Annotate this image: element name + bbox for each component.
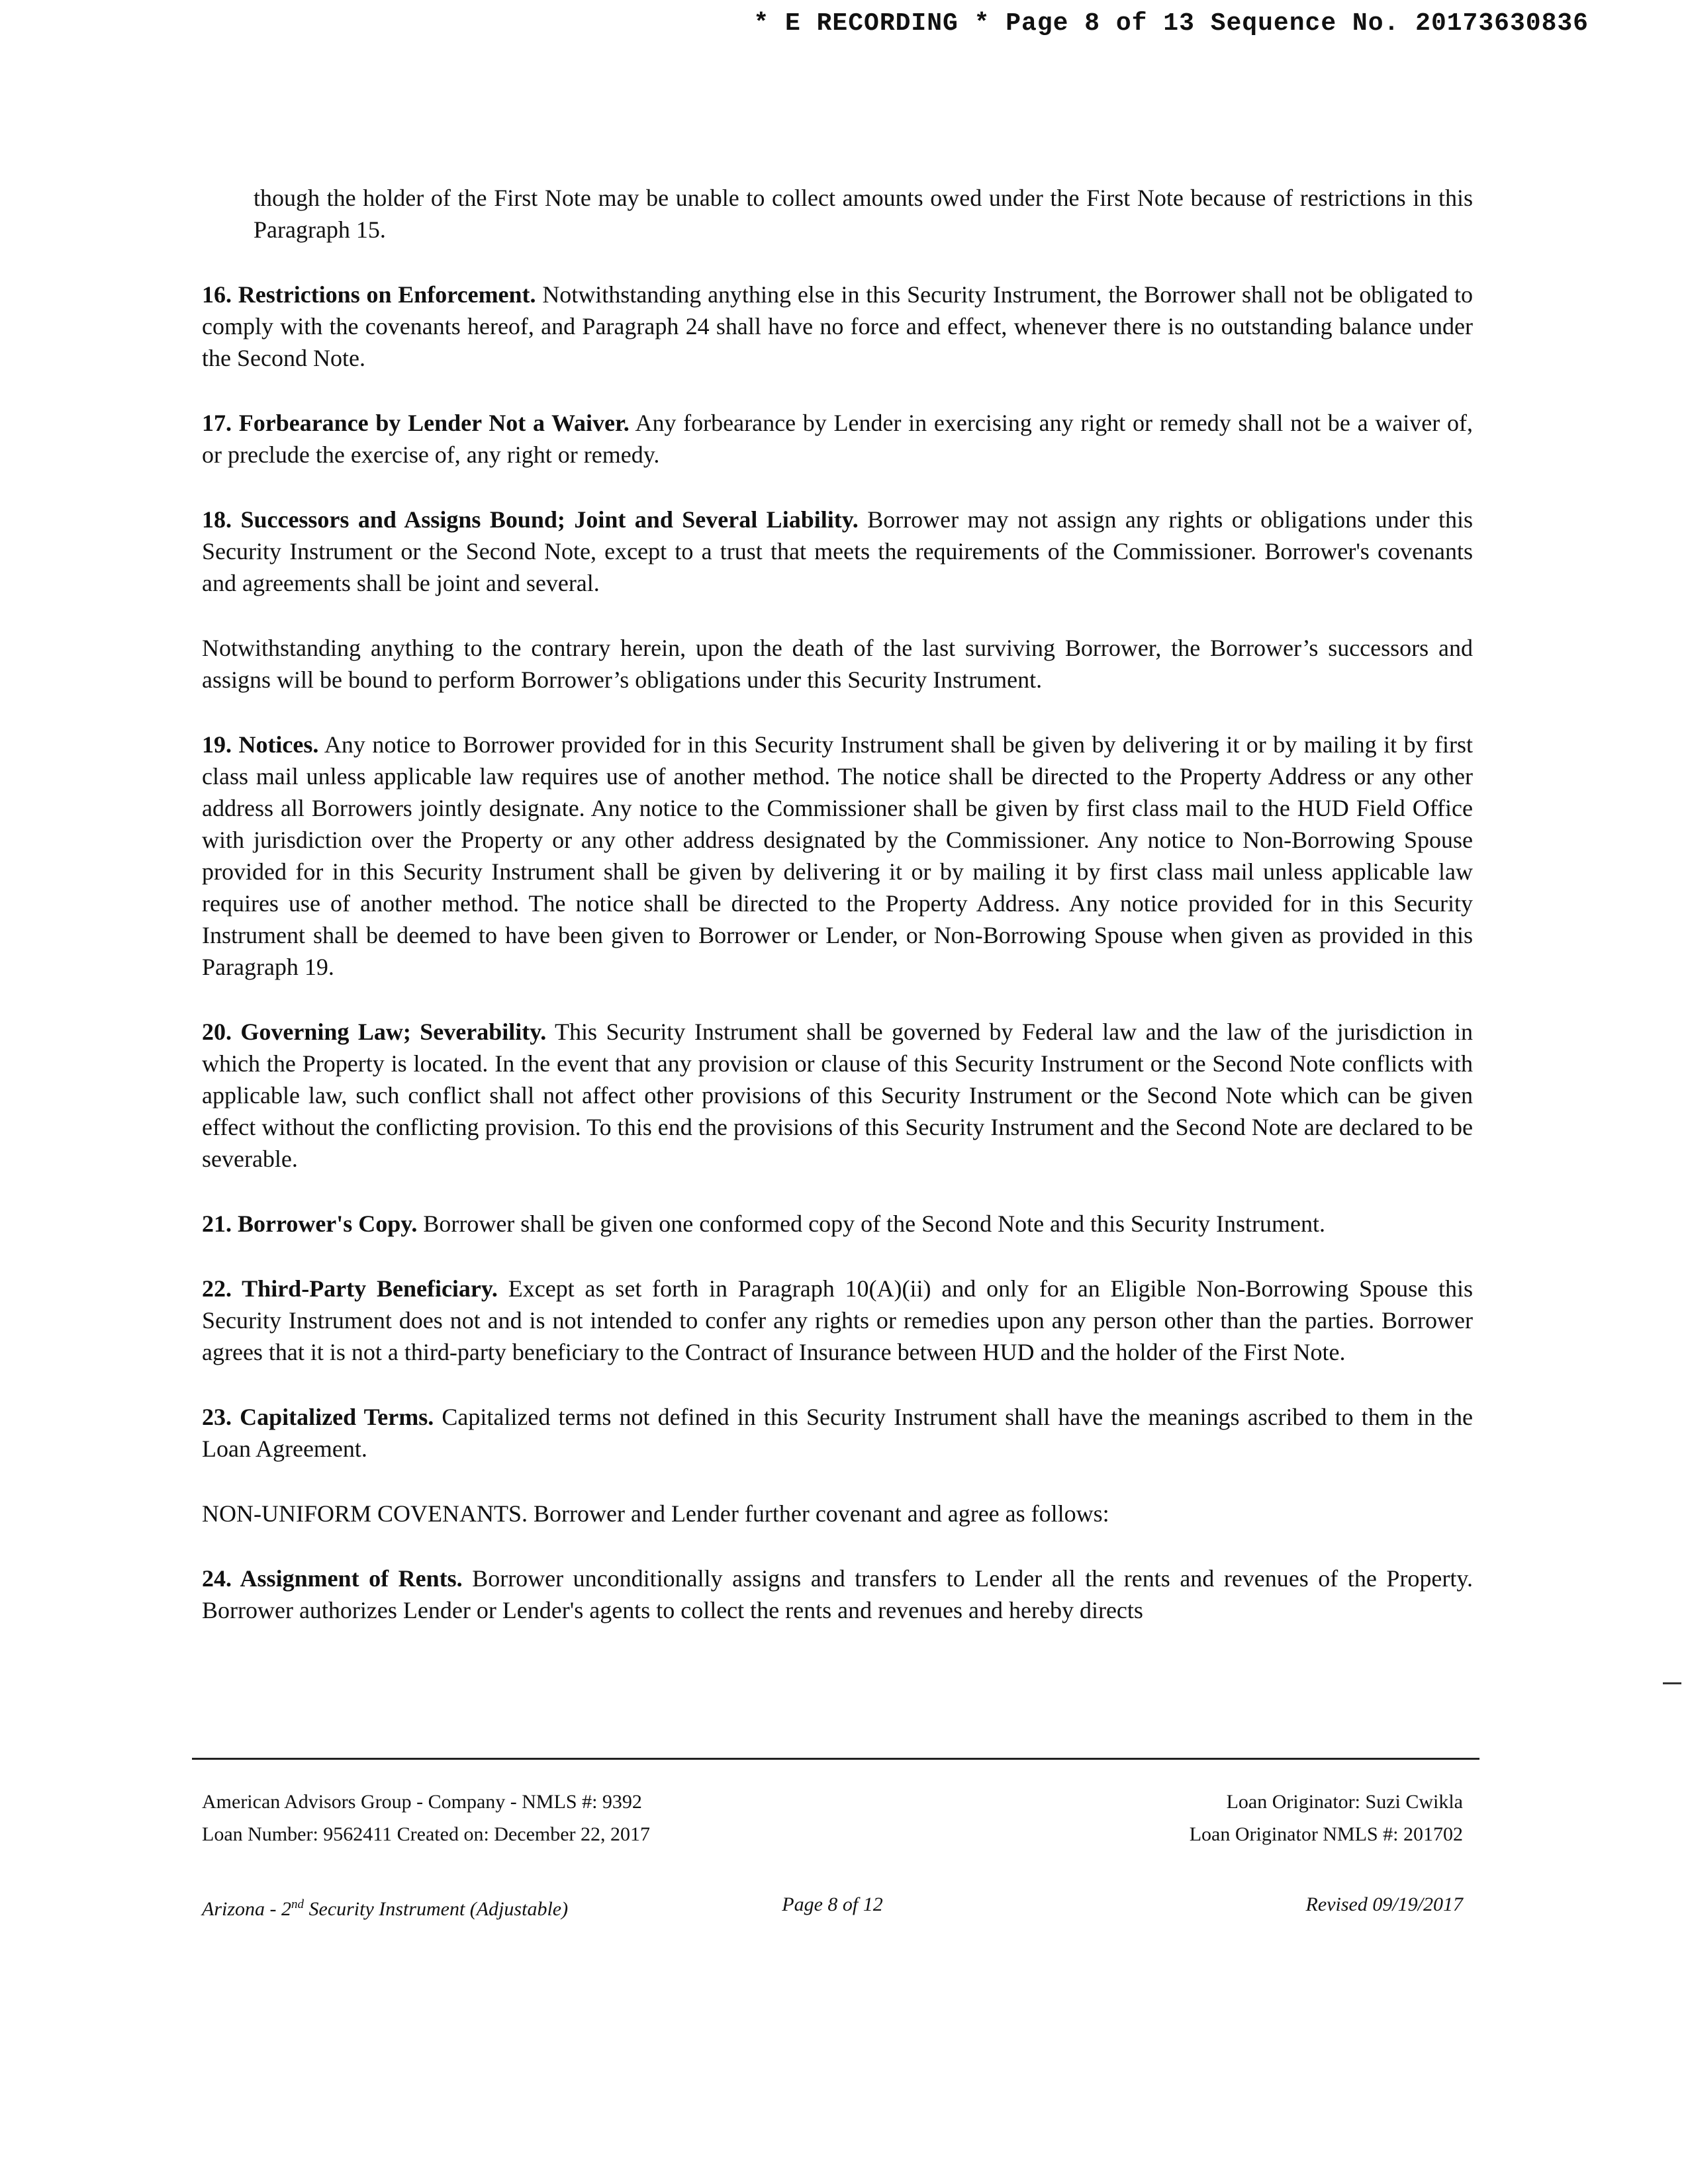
section-16-paragraph (202, 279, 1473, 374)
section-24-paragraph (202, 1563, 1473, 1626)
margin-mark (1663, 1682, 1681, 1684)
section-20-heading: 20. Governing Law; Severability. (202, 1019, 547, 1045)
section-23-heading: 23. Capitalized Terms. (202, 1404, 434, 1430)
footer-originator-nmls: Loan Originator NMLS #: 201702 (1189, 1823, 1463, 1845)
section-22-body: Except as set forth in Paragraph 10(A)(ii) and only for an Eligible Non-Borrowing Spouse this Security Instrument does not and is not intended to confer any rights or remedies upon any person other than the parties. Borrower agrees that it is not a third-party beneficiary to the Contract of Insurance between HUD and the holder of the First Note. (202, 1275, 1473, 1365)
footer-revised: Revised 09/19/2017 (1305, 1893, 1463, 1915)
non-uniform-covenants-paragraph (202, 1498, 1473, 1529)
section-20-paragraph (202, 1016, 1473, 1175)
section-22-heading: 22. Third-Party Beneficiary. (202, 1275, 498, 1302)
section-17-body: Any forbearance by Lender in exercising any right or remedy shall not be a waiver of, or preclude the exercise of, any right or remedy. (202, 410, 1473, 468)
section-21-paragraph (202, 1208, 1473, 1240)
section-19-heading: 19. Notices. (202, 731, 319, 758)
continuation-paragraph: though the holder of the First Note may be unable to collect amounts owed under the First Note because of restrictions in this Paragraph 15. (254, 185, 1473, 243)
section-17-paragraph (202, 407, 1473, 471)
recording-header: * E RECORDING * Page 8 of 13 Sequence No. 20173630836 (753, 9, 1589, 38)
footer-form-sup: nd (291, 1897, 304, 1911)
document-body (202, 182, 1473, 1659)
section-19-paragraph (202, 729, 1473, 983)
footer-form-rest: Security Instrument (Adjustable) (304, 1898, 569, 1920)
section-16-body: Notwithstanding anything else in this Security Instrument, the Borrower shall not be obligated to comply with the covenants hereof, and Paragraph 24 shall have no force and effect, whenever there is no outstanding balance under the Second Note. (202, 281, 1473, 371)
section-23-paragraph (202, 1401, 1473, 1465)
section-18-paragraph (202, 504, 1473, 599)
section-24-heading: 24. Assignment of Rents. (202, 1565, 463, 1592)
section-18-continuation-body: Notwithstanding anything to the contrary herein, upon the death of the last surviving Borrower, the Borrower’s successors and assigns will be bound to perform Borrower’s obligations under this Security Instrument. (202, 635, 1473, 693)
section-17-heading: 17. Forbearance by Lender Not a Waiver. (202, 410, 630, 436)
section-18-heading: 18. Successors and Assigns Bound; Joint and Several Liability. (202, 506, 859, 533)
footer-company: American Advisors Group - Company - NMLS #: 9392 (202, 1791, 642, 1813)
footer-page-label: Page 8 of 12 (782, 1893, 883, 1915)
footer-loan-number: Loan Number: 9562411 Created on: December 22, 2017 (202, 1823, 651, 1845)
section-21-heading: 21. Borrower's Copy. (202, 1210, 418, 1237)
section-19-body: Any notice to Borrower provided for in this Security Instrument shall be given by delivering it or by mailing it by first class mail unless applicable law requires use of another method. The notice shall be directed to the Property Address or any other address all Borrowers jointly designate. Any notice to the Commissioner shall be given by first class mail to the HUD Field Office with jurisdiction over the Property or any other address designated by the Commissioner. Any notice to Non-Borrowing Spouse provided for in this Security Instrument shall be given by delivering it or by mailing it by first class mail unless applicable law requires use of another method. The notice shall be directed to the Property Address. Any notice provided for in this Security Instrument shall be deemed to have been given to Borrower or Lender, or Non-Borrowing Spouse when given as provided in this Paragraph 19. (202, 731, 1473, 980)
section-16-heading: 16. Restrictions on Enforcement. (202, 281, 536, 308)
section-22-paragraph (202, 1273, 1473, 1368)
section-21-body: Borrower shall be given one conformed copy of the Second Note and this Security Instrument. (423, 1210, 1325, 1237)
footer-originator: Loan Originator: Suzi Cwikla (1226, 1791, 1463, 1813)
footer-divider (192, 1758, 1479, 1760)
section-23-body: Capitalized terms not defined in this Security Instrument shall have the meanings ascribed to them in the Loan Agreement. (202, 1404, 1474, 1462)
footer-form-state: Arizona - 2 (202, 1898, 291, 1920)
non-uniform-covenants-body: NON-UNIFORM COVENANTS. Borrower and Lender further covenant and agree as follows: (202, 1500, 1109, 1527)
section-18-continuation (202, 632, 1473, 696)
section-18-body: Borrower may not assign any rights or obligations under this Security Instrument or the Second Note, except to a trust that meets the requirements of the Commissioner. Borrower's covenants and agreements shall be joint and several. (202, 506, 1474, 596)
section-24-body: Borrower unconditionally assigns and transfers to Lender all the rents and revenues of the Property. Borrower authorizes Lender or Lender's agents to collect the rents and revenues and hereby directs (202, 1565, 1473, 1623)
section-20-body: This Security Instrument shall be governed by Federal law and the law of the jurisdiction in which the Property is located. In the event that any provision or clause of this Security Instrument or the Second Note conflicts with applicable law, such conflict shall not affect other provisions of this Security Instrument or the Second Note which can be given effect without the conflicting provision. To this end the provisions of this Security Instrument and the Second Note are declared to be severable. (202, 1019, 1473, 1172)
